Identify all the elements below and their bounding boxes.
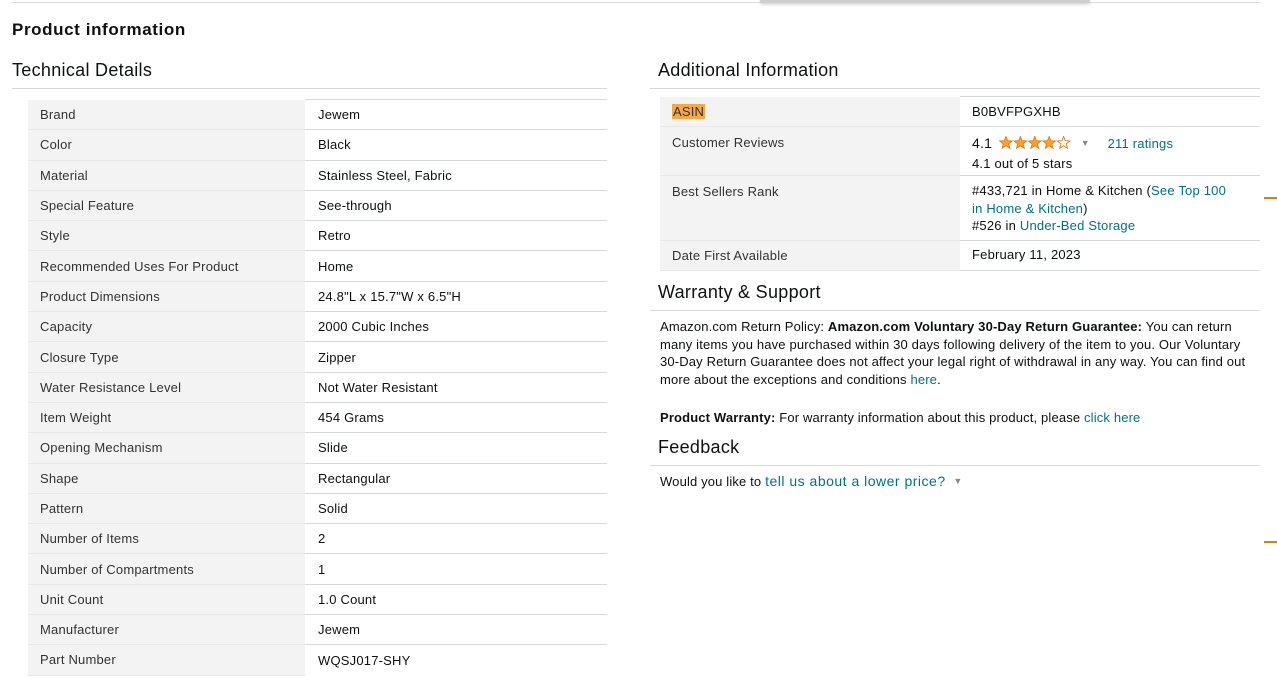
feedback-title: Feedback: [658, 437, 740, 457]
top-popover-edge: [760, 0, 1090, 3]
return-guarantee-label: Amazon.com Voluntary 30-Day Return Guarantee:: [827, 319, 1143, 334]
row-label: Number of Items: [28, 524, 305, 554]
table-row: [28, 251, 607, 281]
return-policy-label: Amazon.com Return Policy:: [660, 319, 825, 334]
table-row: [28, 402, 607, 432]
rank-sub-text: #526 in: [972, 218, 1020, 233]
rating-value[interactable]: 4.1: [972, 135, 993, 151]
here-link[interactable]: here: [910, 372, 938, 388]
star-rating-icon[interactable]: [999, 136, 1071, 155]
star-icon: [1057, 136, 1070, 148]
table-row: [28, 160, 607, 190]
asin-label: ASIN: [673, 104, 705, 119]
row-value: 454 Grams: [305, 402, 607, 432]
row-label: Recommended Uses For Product: [28, 251, 305, 281]
row-value: Not Water Resistant: [305, 372, 607, 402]
technical-details-table: [28, 99, 607, 676]
warranty-support-title: Warranty & Support: [658, 282, 821, 302]
row-value: Zipper: [305, 342, 607, 372]
row-value: Jewem: [305, 615, 607, 645]
table-row: [28, 372, 607, 402]
row-value: Retro: [305, 221, 607, 251]
table-row: [28, 615, 607, 645]
page-title: Product information: [12, 20, 186, 39]
row-value: 1: [305, 554, 607, 584]
scroll-marker: [1264, 541, 1277, 543]
warranty-divider: [650, 310, 1260, 311]
ratings-count-link[interactable]: 211 ratings: [1107, 136, 1174, 151]
table-row: [28, 100, 607, 130]
table-row: [28, 584, 607, 614]
star-icon: [1043, 136, 1056, 148]
under-bed-storage-link[interactable]: Under-Bed Storage: [1019, 218, 1136, 233]
additional-information-table: [660, 96, 1260, 271]
row-label: Special Feature: [28, 190, 305, 220]
best-sellers-rank-row: Best Sellers Rank #433,721 in Home & Kitchen (See Top 100 in Home & Kitchen) #526 in Under-Bed Storage: [660, 176, 1260, 241]
table-row: [28, 463, 607, 493]
row-label: Capacity: [28, 312, 305, 342]
row-value: Home: [305, 251, 607, 281]
return-guarantee-text: You can return many items you have purchased within 30 days following delivery of the item to you. Our Voluntary 30-Day Return Guarantee does not affect your legal right of withdrawal in any way. You can find out more about the exceptions and conditions: [660, 319, 1246, 388]
row-value: Black: [305, 130, 607, 160]
rating-text: 4.1 out of 5 stars: [972, 156, 1073, 171]
table-row: [28, 493, 607, 523]
see-top-100-link[interactable]: See Top 100 in Home & Kitchen: [972, 183, 1227, 216]
table-row: [28, 342, 607, 372]
row-label: Unit Count: [28, 584, 305, 614]
row-value: 2000 Cubic Inches: [305, 312, 607, 342]
date-first-available-row: [660, 241, 1260, 271]
feedback-line: [660, 473, 976, 491]
row-label: Water Resistance Level: [28, 372, 305, 402]
star-icon: [1000, 136, 1013, 148]
return-policy-text: Amazon.com Return Policy: Amazon.com Voluntary 30-Day Return Guarantee: You can return many items you have purchased within 30 days following delivery of the item to you. Our Voluntary 30-Day Return Guarantee does not affect your legal right of withdrawal in any way. You can find out more about the exceptions and conditions here.: [660, 319, 1246, 388]
tech-divider: [12, 88, 607, 89]
row-label: Material: [28, 160, 305, 190]
chevron-down-icon[interactable]: ▼: [1080, 138, 1090, 148]
table-row: [28, 130, 607, 160]
row-label: Closure Type: [28, 342, 305, 372]
row-label: Part Number: [28, 645, 305, 675]
row-label: Manufacturer: [28, 615, 305, 645]
lower-price-link[interactable]: tell us about a lower price?: [765, 473, 946, 489]
scroll-marker: [1264, 197, 1277, 199]
feedback-prompt: Would you like to: [660, 474, 762, 489]
star-icon: [1014, 136, 1027, 148]
additional-information-title: Additional Information: [658, 60, 839, 80]
customer-reviews-row: [660, 127, 1260, 176]
customer-reviews-label: Customer Reviews: [660, 127, 960, 176]
table-row: [28, 190, 607, 220]
row-value: Rectangular: [305, 463, 607, 493]
star-icon: [1028, 136, 1041, 148]
row-value: 2: [305, 524, 607, 554]
asin-row: [660, 97, 1260, 127]
row-value: WQSJ017-SHY: [305, 645, 607, 675]
row-label: Number of Compartments: [28, 554, 305, 584]
table-row: [28, 221, 607, 251]
table-row: [28, 281, 607, 311]
best-sellers-rank-label: Best Sellers Rank: [660, 176, 960, 241]
feedback-divider: [650, 465, 1260, 466]
row-label: Shape: [28, 463, 305, 493]
row-value: Jewem: [305, 100, 607, 130]
row-label: Brand: [28, 100, 305, 130]
row-value: Stainless Steel, Fabric: [305, 160, 607, 190]
row-label: Product Dimensions: [28, 281, 305, 311]
table-row: [28, 554, 607, 584]
asin-value: B0BVFPGXHB: [960, 97, 1260, 127]
chevron-down-icon[interactable]: ▼: [953, 476, 963, 486]
row-value: See-through: [305, 190, 607, 220]
technical-details-title: Technical Details: [12, 60, 153, 80]
date-first-available-value: February 11, 2023: [960, 241, 1260, 271]
row-label: Style: [28, 221, 305, 251]
row-value: Slide: [305, 433, 607, 463]
row-label: Color: [28, 130, 305, 160]
table-row: [28, 312, 607, 342]
row-label: Opening Mechanism: [28, 433, 305, 463]
row-label: Item Weight: [28, 402, 305, 432]
row-value: 24.8"L x 15.7"W x 6.5"H: [305, 281, 607, 311]
product-warranty-label: Product Warranty:: [660, 410, 776, 425]
table-row: [28, 524, 607, 554]
date-first-available-label: Date First Available: [660, 241, 960, 271]
table-row: [28, 433, 607, 463]
table-row: [28, 645, 607, 675]
product-warranty-text: [660, 409, 1140, 427]
rank-main-text: #433,721 in Home & Kitchen (: [972, 183, 1152, 198]
row-value: Solid: [305, 493, 607, 523]
row-value: 1.0 Count: [305, 584, 607, 614]
row-label: Pattern: [28, 493, 305, 523]
product-warranty-body: For warranty information about this product, please: [779, 410, 1081, 425]
click-here-link[interactable]: click here: [1084, 410, 1141, 425]
additional-divider: [650, 88, 1260, 89]
